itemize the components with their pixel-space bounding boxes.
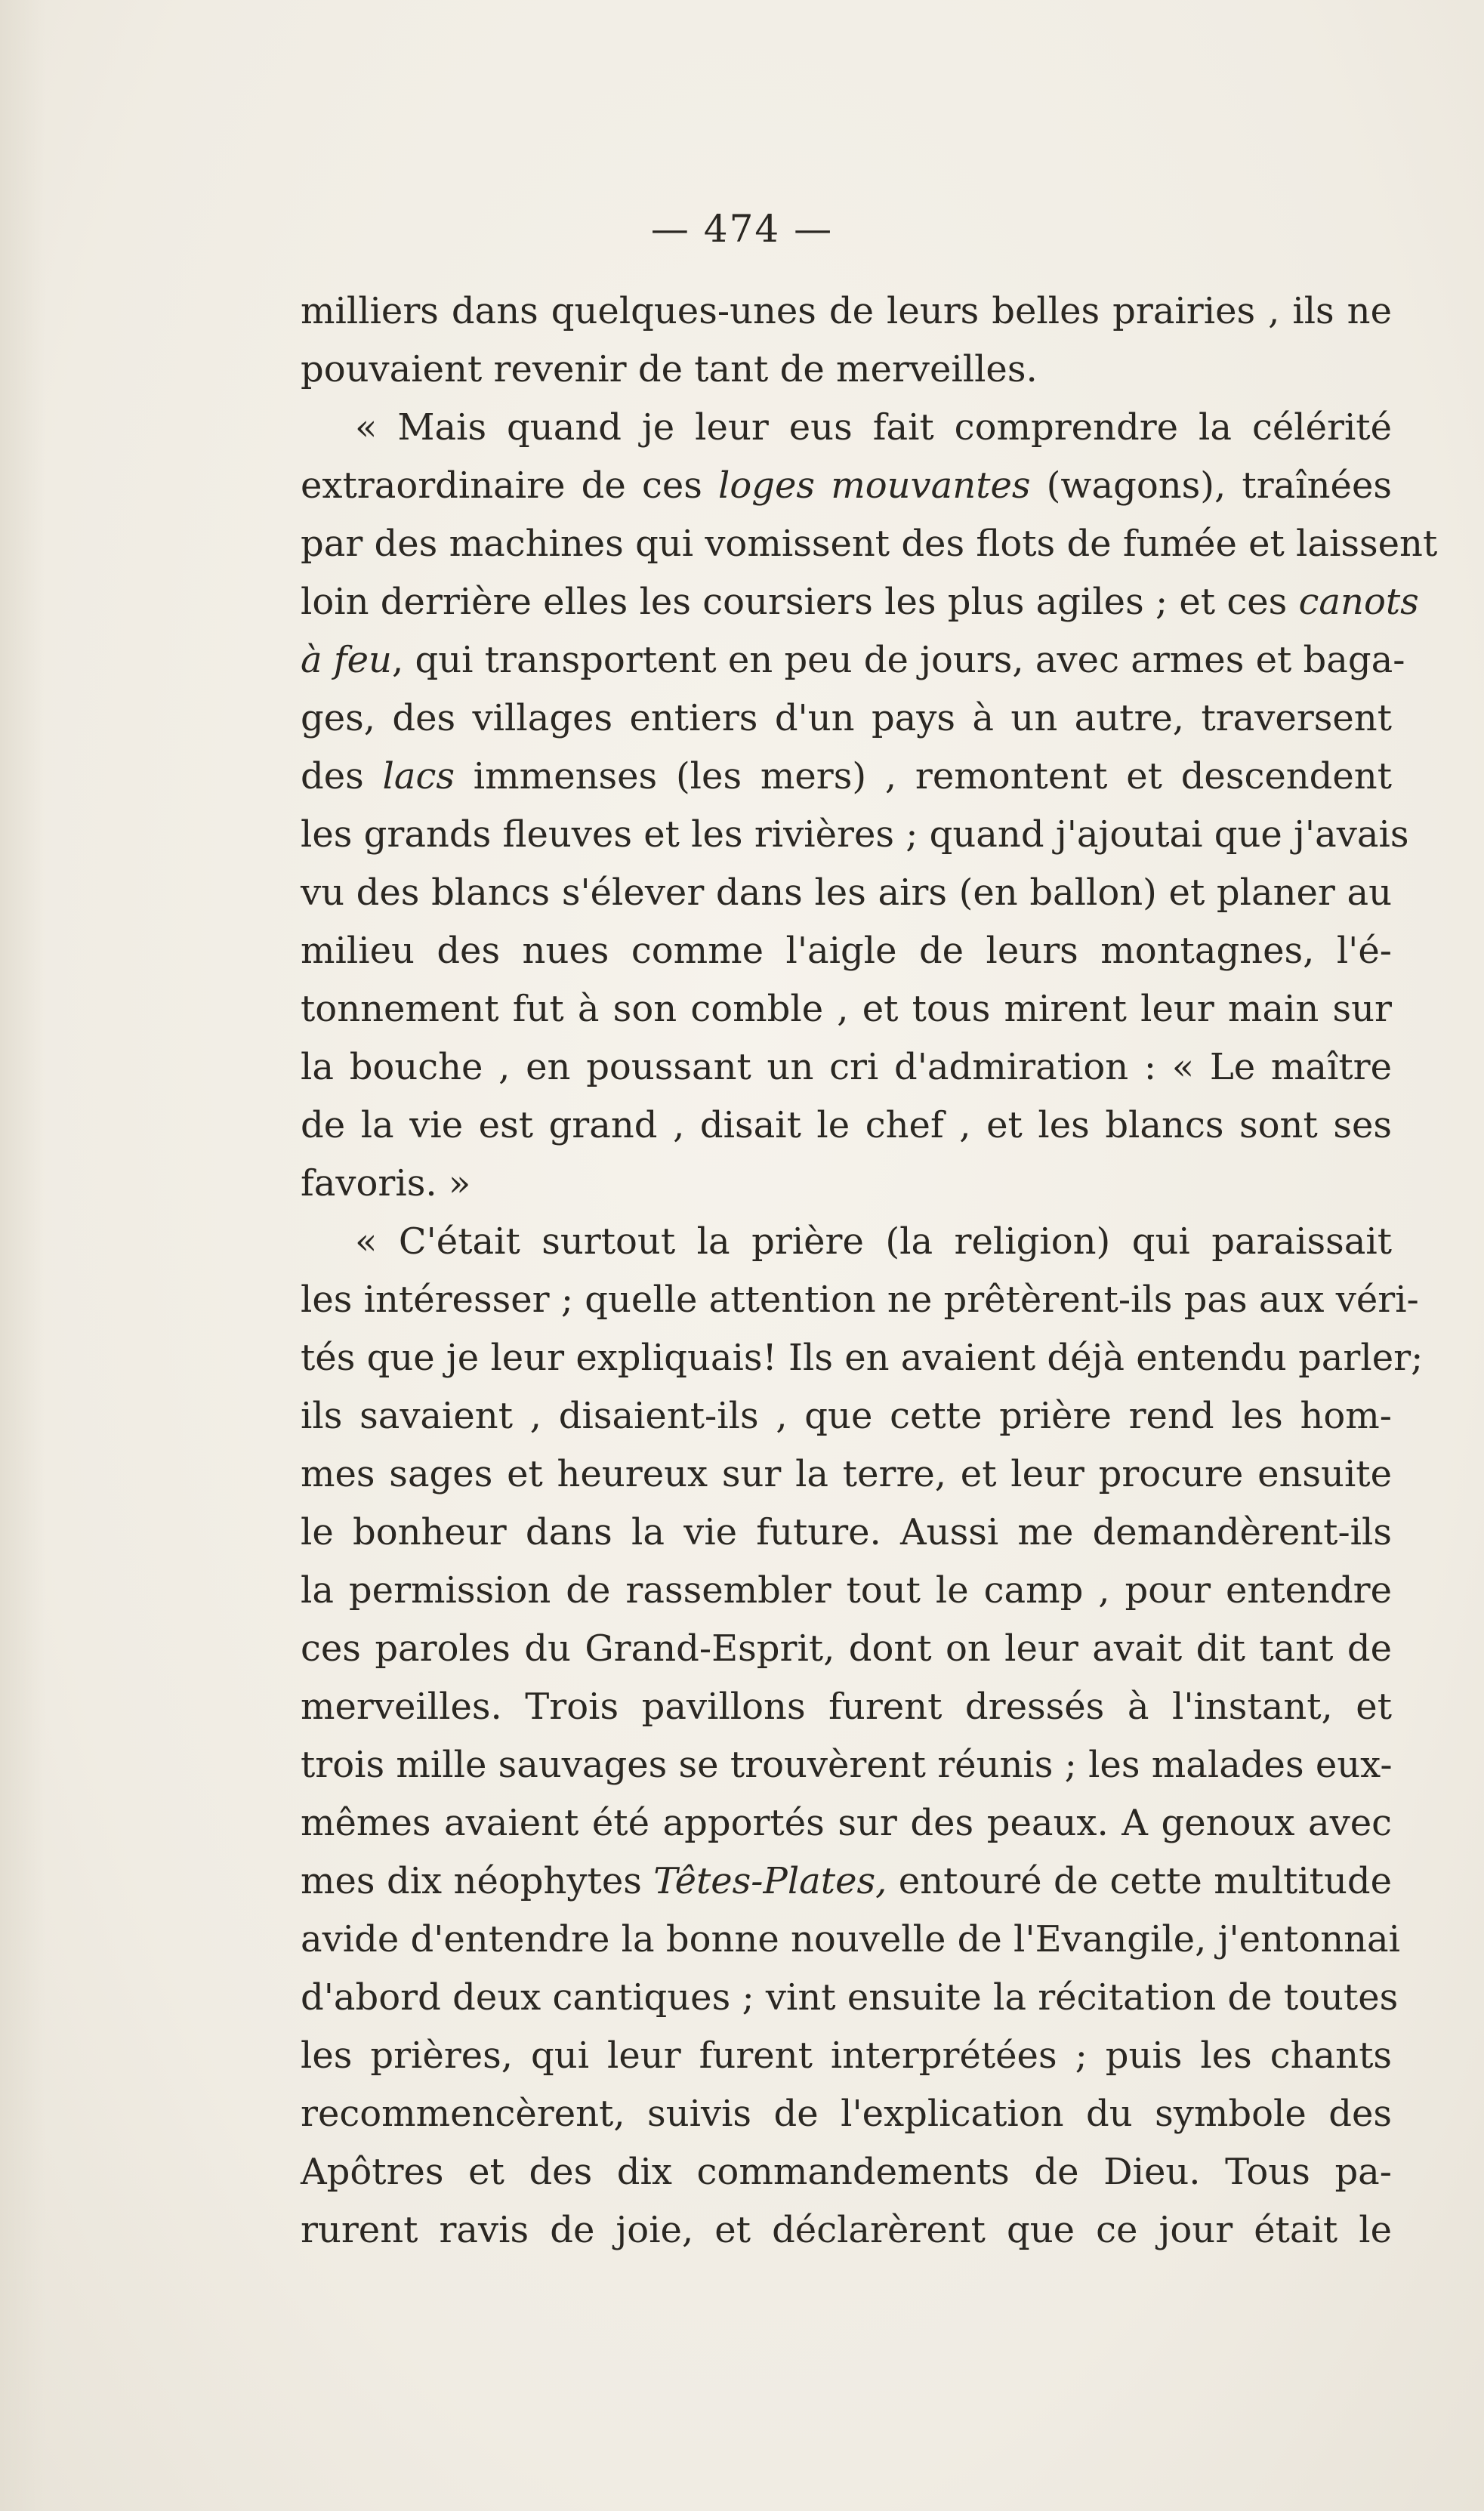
italic-term: loges mouvantes [718,464,1031,507]
text-line: extraordinaire de ces loges mouvantes (wagons), traînées [301,464,1392,507]
text-line: trois mille sauvages se trouvèrent réunis ; les malades eux- [301,1744,1393,1786]
italic-term: lacs [382,755,455,797]
text-line: loin derrière elles les coursiers les plus agiles ; et ces canots [301,581,1419,623]
text-line: avide d'entendre la bonne nouvelle de l'Evangile, j'entonnai [301,1918,1400,1960]
text-line: favoris. » [301,1162,471,1205]
text-line: mes sages et heureux sur la terre, et leur procure ensuite [301,1453,1392,1495]
text-line: la bouche , en poussant un cri d'admiration : « Le maître [301,1046,1392,1088]
text-line: recommencèrent, suivis de l'explication du symbole des [301,2093,1392,2135]
text-line: tonnement fut à son comble , et tous mirent leur main sur [301,988,1392,1030]
page-number: — 474 — [650,207,834,251]
text-line: tés que je leur expliquais! Ils en avaient déjà entendu parler; [301,1337,1424,1379]
text-line: ils savaient , disaient-ils , que cette prière rend les hom- [301,1395,1392,1437]
text-line: Apôtres et des dix commandements de Dieu. Tous pa- [301,2151,1392,2193]
text-line: le bonheur dans la vie future. Aussi me demandèrent-ils [301,1511,1392,1553]
text-line: « C'était surtout la prière (la religion) qui paraissait [355,1220,1392,1263]
text-line: « Mais quand je leur eus fait comprendre la célérité [355,406,1392,449]
text-line: rurent ravis de joie, et déclarèrent que ce jour était le [301,2209,1392,2251]
text-line: milieu des nues comme l'aigle de leurs montagnes, l'é- [301,930,1392,972]
body-text [301,282,1438,2260]
text-line: vu des blancs s'élever dans les airs (en ballon) et planer au [301,871,1392,914]
text-line: de la vie est grand , disait le chef , et les blancs sont ses [301,1104,1392,1146]
text-line: ces paroles du Grand-Esprit, dont on leur avait dit tant de [301,1627,1392,1670]
text-line: les intéresser ; quelle attention ne prêtèrent-ils pas aux véri- [301,1279,1419,1321]
text-line: à feu, qui transportent en peu de jours, avec armes et baga- [301,639,1405,681]
italic-term: Têtes-Plates, [653,1860,887,1902]
text-line: la permission de rassembler tout le camp , pour entendre [301,1569,1392,1612]
page-edge-shadow [0,0,45,2511]
text-line: mes dix néophytes Têtes-Plates, entouré de cette multitude [301,1860,1393,1902]
italic-term: à feu [301,639,392,681]
text-line: merveilles. Trois pavillons furent dressés à l'instant, et [301,1686,1392,1728]
text-line: milliers dans quelques-unes de leurs belles prairies , ils ne [301,290,1392,332]
text-line: pouvaient revenir de tant de merveilles. [301,348,1038,390]
text-line: par des machines qui vomissent des flots de fumée et laissent [301,523,1438,565]
text-line: mêmes avaient été apportés sur des peaux. A genoux avec [301,1802,1392,1844]
text-line: des lacs immenses (les mers) , remontent et descendent [301,755,1392,797]
text-line: d'abord deux cantiques ; vint ensuite la récitation de toutes [301,1976,1399,2019]
text-line: ges, des villages entiers d'un pays à un autre, traversent [301,697,1392,739]
text-line: les grands fleuves et les rivières ; quand j'ajoutai que j'avais [301,813,1409,856]
italic-term: canots [1298,581,1419,623]
text-line: les prières, qui leur furent interprétées ; puis les chants [301,2034,1392,2077]
